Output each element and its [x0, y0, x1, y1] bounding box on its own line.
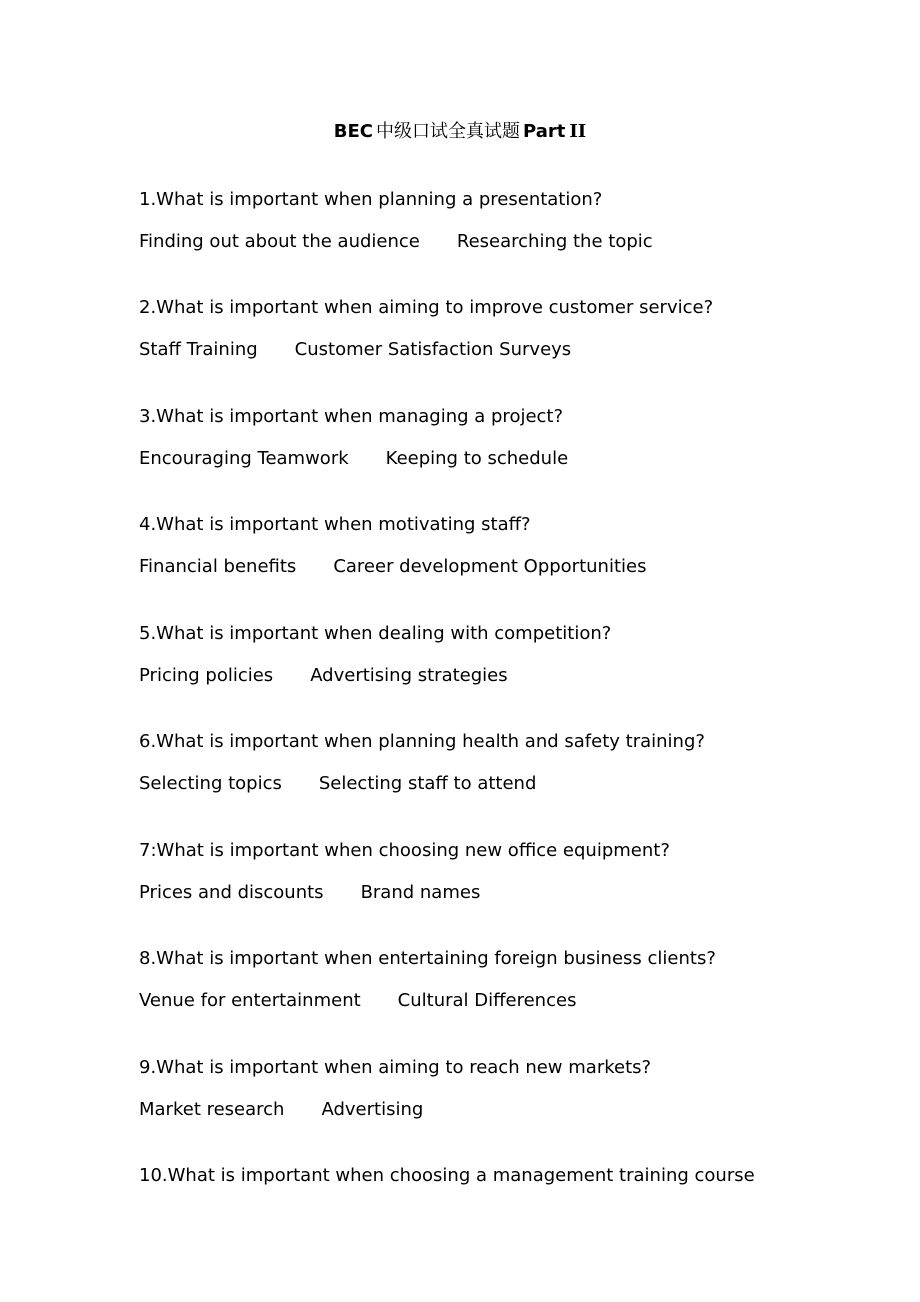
question-block-10 [139, 1164, 899, 1188]
answer-options [139, 1098, 899, 1122]
answer-option: Career development Opportunities [333, 556, 647, 577]
question-text: 1.What is important when planning a presentation? [139, 189, 603, 210]
page-title [0, 120, 920, 144]
question-text: 6.What is important when planning health and safety training? [139, 731, 705, 752]
answer-option: Encouraging Teamwork [139, 448, 349, 469]
answer-option: Researching the topic [456, 231, 653, 252]
question-text: 5.What is important when dealing with competition? [139, 623, 612, 644]
question-text: 3.What is important when managing a project? [139, 406, 564, 427]
title-part: Part [523, 121, 566, 142]
question-block-9 [139, 1056, 899, 1122]
question-text: 7:What is important when choosing new office equipment? [139, 840, 670, 861]
question-block-3 [139, 405, 899, 471]
question-block-5 [139, 622, 899, 688]
answer-options [139, 881, 899, 905]
answer-option: Customer Satisfaction Surveys [294, 339, 572, 360]
question-text: 2.What is important when aiming to improve customer service? [139, 297, 714, 318]
answer-option: Advertising strategies [310, 665, 508, 686]
answer-options [139, 230, 899, 254]
answer-options [139, 555, 899, 579]
answer-option: Cultural Differences [397, 990, 577, 1011]
answer-option: Finding out about the audience [139, 231, 420, 252]
question-block-2 [139, 296, 899, 362]
answer-option: Keeping to schedule [385, 448, 569, 469]
question-text: 8.What is important when entertaining foreign business clients? [139, 948, 716, 969]
title-prefix: BEC [333, 121, 374, 142]
title-cjk: 中级口试全真试题 [376, 121, 521, 142]
answer-option: Selecting topics [139, 773, 282, 794]
question-block-8 [139, 947, 899, 1013]
answer-options [139, 447, 899, 471]
question-text: 10.What is important when choosing a management training course [139, 1165, 755, 1186]
answer-options [139, 664, 899, 688]
question-block-4 [139, 513, 899, 579]
answer-option: Pricing policies [139, 665, 274, 686]
question-block-1 [139, 188, 899, 254]
answer-options [139, 989, 899, 1013]
answer-option: Venue for entertainment [139, 990, 361, 1011]
answer-option: Market research [139, 1099, 285, 1120]
answer-option: Prices and discounts [139, 882, 324, 903]
answer-options [139, 338, 899, 362]
answer-option: Advertising [321, 1099, 424, 1120]
question-text: 9.What is important when aiming to reach new markets? [139, 1057, 652, 1078]
title-roman: II [569, 121, 587, 142]
answer-option: Staff Training [139, 339, 258, 360]
question-block-6 [139, 730, 899, 796]
answer-option: Brand names [360, 882, 481, 903]
answer-option: Financial benefits [139, 556, 297, 577]
question-text: 4.What is important when motivating staff? [139, 514, 531, 535]
question-block-7 [139, 839, 899, 905]
answer-option: Selecting staff to attend [318, 773, 537, 794]
answer-options [139, 772, 899, 796]
